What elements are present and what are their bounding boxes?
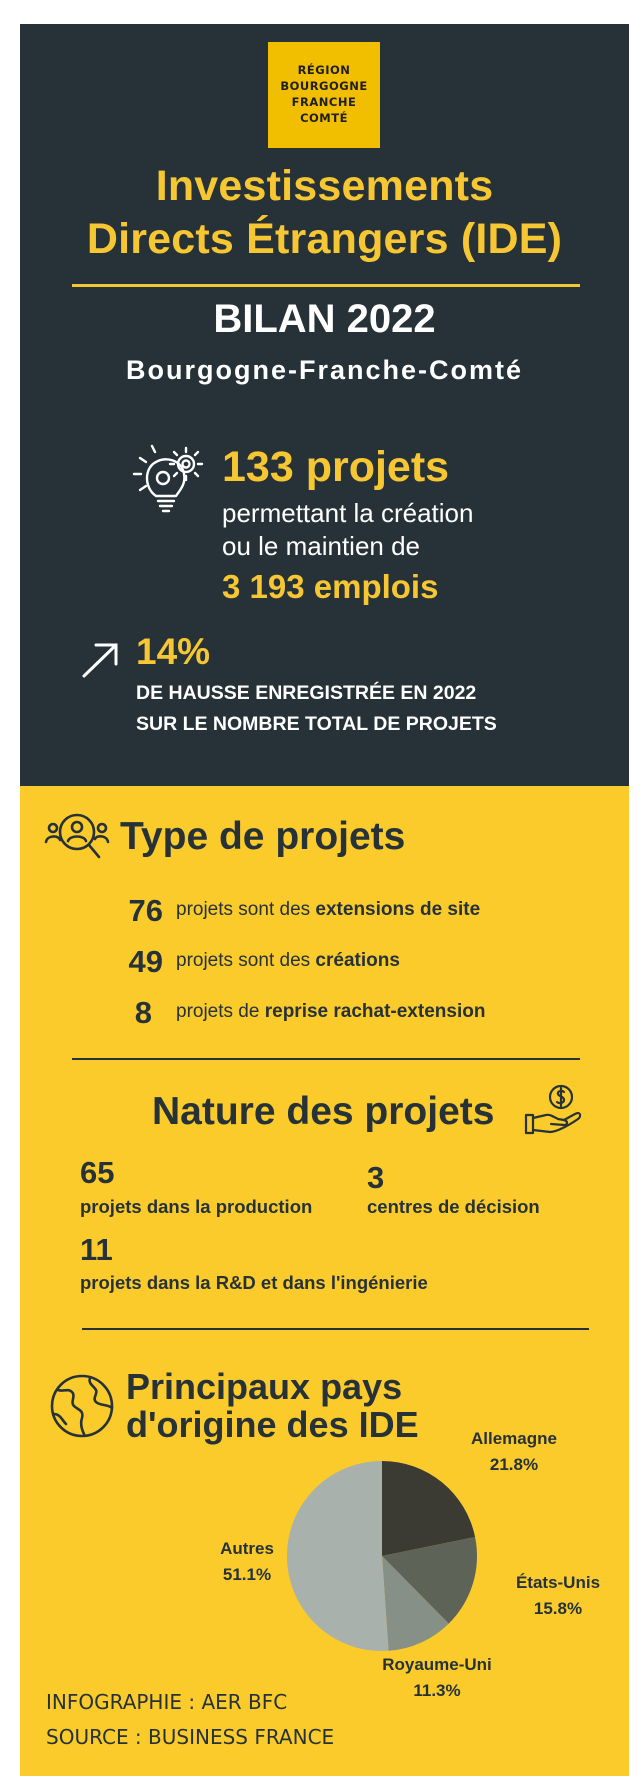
nature-count: 11 bbox=[80, 1232, 113, 1267]
nature-label: centres de décision bbox=[367, 1196, 540, 1217]
pie-label-allemagne bbox=[454, 1426, 574, 1478]
logo-line: COMTÉ bbox=[300, 111, 348, 125]
type-count: 76 bbox=[128, 893, 163, 928]
nature-count: 65 bbox=[80, 1155, 115, 1190]
type-emphasis: reprise rachat-extension bbox=[264, 1001, 486, 1022]
footer-credit: INFOGRAPHIE : AER BFC bbox=[46, 1690, 288, 1714]
pie-label-royaume-uni bbox=[362, 1652, 512, 1704]
slice-category: États-Unis bbox=[515, 1573, 601, 1592]
slice-value: 51.1% bbox=[222, 1565, 272, 1584]
jobs-count: 3 193 emplois bbox=[222, 568, 439, 605]
page-title-line-2: Directs Étrangers (IDE) bbox=[86, 215, 563, 263]
countries-title-line-2: d'origine des IDE bbox=[126, 1404, 419, 1445]
types-section-title: Type de projets bbox=[120, 815, 406, 858]
projects-description-line-2: ou le maintien de bbox=[222, 531, 421, 561]
page-title-line-1: Investissements bbox=[155, 162, 494, 210]
type-text: projets de bbox=[176, 1001, 265, 1022]
slice-value: 21.8% bbox=[489, 1455, 539, 1474]
projects-description-line-1: permettant la création bbox=[222, 498, 474, 528]
pie-label-etats-unis bbox=[498, 1570, 618, 1622]
slice-category: Royaume-Uni bbox=[382, 1655, 492, 1674]
nature-label: projets dans la production bbox=[80, 1196, 313, 1217]
growth-description-line-1: DE HAUSSE ENREGISTRÉE EN 2022 bbox=[136, 682, 477, 704]
pie-label-autres bbox=[202, 1536, 292, 1588]
pie-slice-4 bbox=[287, 1461, 389, 1651]
nature-section-title: Nature des projets bbox=[152, 1090, 495, 1133]
type-emphasis: créations bbox=[315, 950, 400, 971]
region-name: Bourgogne-Franche-Comté bbox=[126, 355, 523, 385]
nature-count: 3 bbox=[367, 1160, 385, 1195]
projects-count: 133 projets bbox=[222, 443, 450, 491]
growth-percent: 14% bbox=[136, 631, 211, 672]
type-text: projets sont des bbox=[176, 899, 316, 920]
slice-value: 15.8% bbox=[533, 1599, 583, 1618]
logo-line: BOURGOGNE bbox=[280, 79, 368, 93]
slice-category: Autres bbox=[220, 1539, 274, 1558]
footer-source: SOURCE : BUSINESS FRANCE bbox=[46, 1725, 335, 1749]
type-emphasis: extensions de site bbox=[315, 899, 481, 920]
logo-line: RÉGION bbox=[297, 63, 351, 77]
countries-title-line-1: Principaux pays bbox=[126, 1366, 403, 1407]
type-count: 8 bbox=[134, 995, 152, 1030]
logo-line: FRANCHE bbox=[291, 95, 357, 109]
nature-label: projets dans la R&D et dans l'ingénierie bbox=[80, 1272, 428, 1293]
growth-description-line-2: SUR LE NOMBRE TOTAL DE PROJETS bbox=[136, 713, 497, 735]
type-text: projets sont des bbox=[176, 950, 316, 971]
type-count: 49 bbox=[128, 944, 163, 979]
report-subtitle: BILAN 2022 bbox=[213, 297, 436, 341]
slice-category: Allemagne bbox=[471, 1429, 557, 1448]
slice-value: 11.3% bbox=[413, 1681, 461, 1700]
